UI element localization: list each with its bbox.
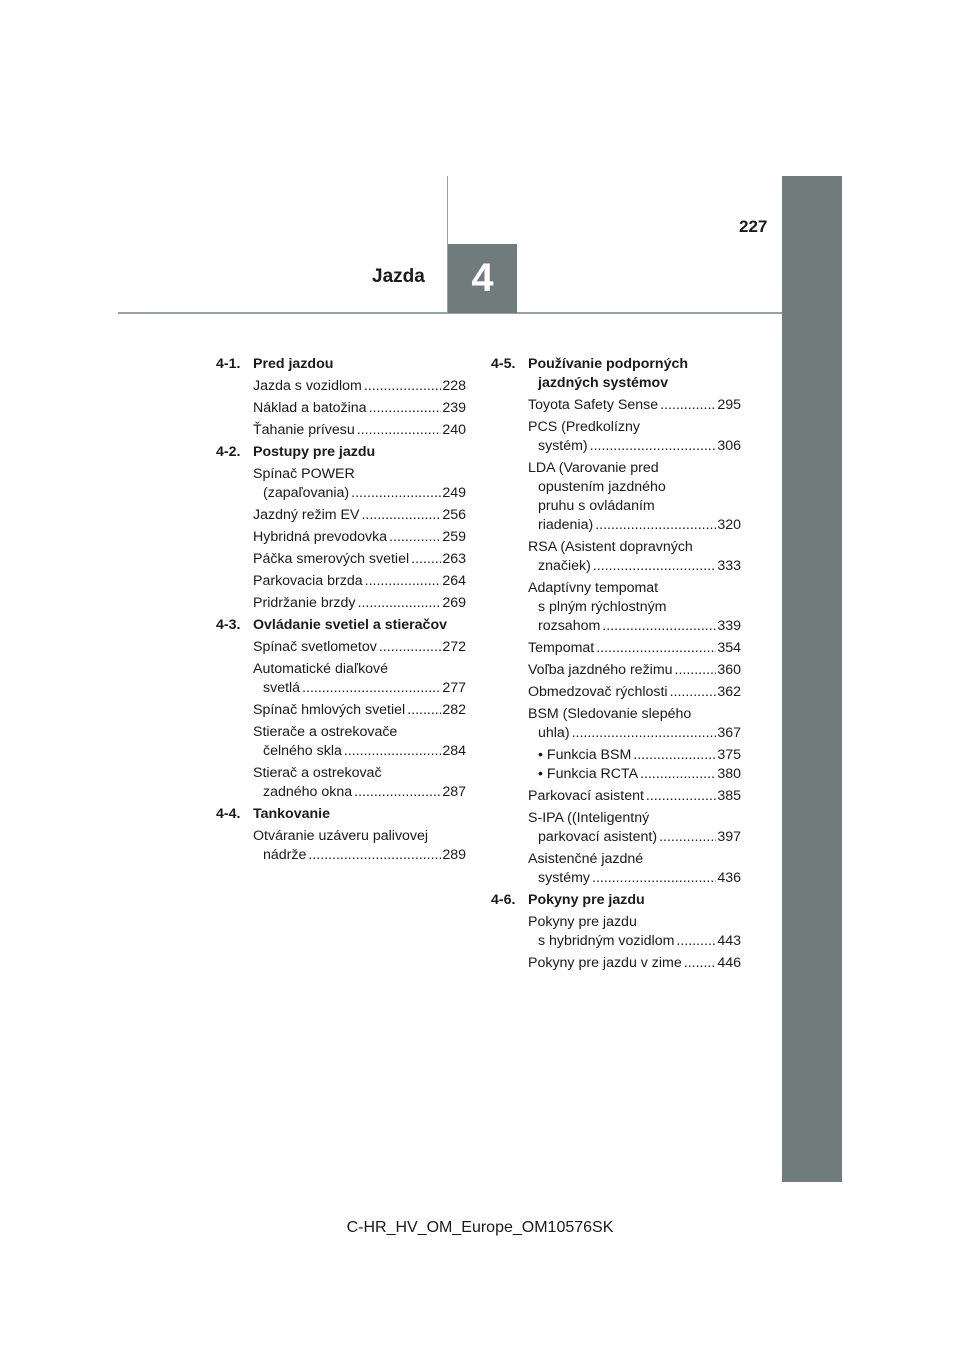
toc-entry-title: • Funkcia RCTA .....: [538, 765, 716, 784]
toc-entry-page: 385: [717, 788, 741, 804]
toc-entry: [253, 550, 466, 569]
toc-entry-page: 354: [717, 640, 741, 656]
toc-entry-title: Asistenčné jazdné systémy .....: [528, 850, 716, 888]
toc-entry-page: 240: [442, 422, 466, 438]
toc-entry-title: RSA (Asistent dopravných značiek) .....: [528, 538, 716, 576]
toc-entry-title: Hybridná prevodovka .....: [253, 528, 441, 547]
toc-entry-page: 367: [717, 725, 741, 741]
toc-entry: [528, 787, 741, 806]
toc-entry: [528, 954, 741, 973]
toc-entry-page: 287: [442, 784, 466, 800]
toc-entry-page: 228: [442, 378, 466, 394]
toc-entry: [528, 809, 741, 847]
toc-entry: [528, 538, 741, 576]
chapter-number-box: [448, 244, 517, 313]
toc-entry-page: 249: [442, 485, 466, 501]
toc-entry: [253, 506, 466, 525]
toc-entry: [253, 421, 466, 440]
toc-entry-title: Pokyny pre jazdu v zime .....: [528, 954, 716, 973]
toc-entry-title: Spínač hmlových svetiel .....: [253, 701, 441, 720]
toc-entry-title: Stierače a ostrekovače čelného skla .....: [253, 723, 441, 761]
toc-entry-title: S-IPA ((Inteligentný parkovací asistent) .....: [528, 809, 716, 847]
toc-entry-title: Spínač svetlometov .....: [253, 638, 441, 657]
toc-section: [491, 355, 741, 888]
toc-subentry: [538, 746, 741, 765]
toc-column-left: [216, 355, 466, 868]
toc-entry-page: 443: [717, 933, 741, 949]
toc-section-heading: [216, 616, 466, 635]
toc-entry: [253, 660, 466, 698]
toc-entry-page: 320: [717, 517, 741, 533]
toc-entry-page: 446: [717, 955, 741, 971]
toc-entry: [253, 399, 466, 418]
toc-section-number: 4-6.: [491, 892, 516, 908]
toc-entry-page: 277: [442, 680, 466, 696]
toc-entry-title: Toyota Safety Sense .....: [528, 396, 716, 415]
chapter-title: Jazda: [372, 266, 425, 287]
document-code: C-HR_HV_OM_Europe_OM10576SK: [346, 1219, 614, 1236]
toc-entry: [528, 418, 741, 456]
chapter-side-tab: [782, 176, 842, 1182]
toc-section: [216, 805, 466, 865]
toc-entry-page: 360: [717, 662, 741, 678]
toc-entry: [253, 701, 466, 720]
toc-entry-page: 256: [442, 507, 466, 523]
toc-entry: [253, 638, 466, 657]
toc-entry: [528, 705, 741, 743]
toc-section-number: 4-3.: [216, 617, 241, 633]
toc-entry-title: Spínač POWER (zapaľovania) .....: [253, 465, 441, 503]
toc-section-title: Ovládanie svetiel a stieračov: [253, 617, 448, 633]
toc-entry-title: Jazda s vozidlom .....: [253, 377, 441, 396]
toc-entry-title: PCS (Predkolízny systém) .....: [528, 418, 716, 456]
toc-section-number: 4-2.: [216, 444, 241, 460]
toc-entry-page: 263: [442, 551, 466, 567]
toc-entry-page: 362: [717, 684, 741, 700]
toc-section-heading: [491, 891, 741, 910]
toc-entry-page: 295: [717, 397, 741, 413]
toc-entry: [528, 661, 741, 680]
toc-section: [216, 616, 466, 802]
toc-entry: [528, 683, 741, 702]
toc-section-title: Tankovanie: [253, 806, 331, 822]
toc-entry-page: 375: [717, 747, 741, 763]
toc-entry: [253, 827, 466, 865]
toc-section-title: Pred jazdou: [253, 356, 334, 372]
toc-entry-title: Tempomat .....: [528, 639, 716, 658]
toc-entry-title: Parkovací asistent .....: [528, 787, 716, 806]
toc-entry: [253, 723, 466, 761]
toc-entry-title: Stierač a ostrekovač zadného okna .....: [253, 764, 441, 802]
toc-section-title: Pokyny pre jazdu: [528, 892, 645, 908]
toc-section: [491, 891, 741, 973]
toc-entry-title: Voľba jazdného režimu .....: [528, 661, 716, 680]
toc-entry-page: 436: [717, 870, 741, 886]
toc-entry: [253, 377, 466, 396]
toc-entry-title: Pridržanie brzdy .....: [253, 594, 441, 613]
toc-entry: [528, 850, 741, 888]
toc-entry-title: Otváranie uzáveru palivovej nádrže .....: [253, 827, 441, 865]
toc-entry-title: Obmedzovač rýchlosti .....: [528, 683, 716, 702]
toc-entry-page: 272: [442, 639, 466, 655]
toc-entry-page: 264: [442, 573, 466, 589]
toc-section-heading: [216, 443, 466, 462]
toc-entry-title: • Funkcia BSM .....: [538, 746, 716, 765]
toc-entry-title: Parkovacia brzda .....: [253, 572, 441, 591]
toc-entry: [528, 579, 741, 636]
toc-entry-title: BSM (Sledovanie slepého uhla) .....: [528, 705, 716, 743]
toc-entry-page: 333: [717, 558, 741, 574]
toc-entry: [253, 764, 466, 802]
toc-entry-page: 306: [717, 438, 741, 454]
toc-entry: [528, 639, 741, 658]
toc-entry: [253, 594, 466, 613]
toc-entry-title: Páčka smerových svetiel .....: [253, 550, 441, 569]
toc-entry: [253, 465, 466, 503]
toc-section: [216, 443, 466, 613]
toc-entry: [253, 572, 466, 591]
toc-section-number: 4-1.: [216, 356, 241, 372]
toc-entry-page: 282: [442, 702, 466, 718]
toc-entry-title: Náklad a batožina .....: [253, 399, 441, 418]
toc-section-title: Používanie podporných jazdných systémov: [528, 356, 689, 391]
toc-entry: [528, 913, 741, 951]
toc-column-right: [491, 355, 741, 976]
toc-entry: [528, 459, 741, 535]
toc-entry-page: 269: [442, 595, 466, 611]
toc-entry-title: Automatické diaľkové svetlá .....: [253, 660, 441, 698]
toc-section-number: 4-4.: [216, 806, 241, 822]
toc-entry-page: 339: [717, 618, 741, 634]
toc-section-heading: [216, 355, 466, 374]
toc-entry-title: Adaptívny tempomat s plným rýchlostným rozsahom .....: [528, 579, 716, 636]
toc-entry-page: 380: [717, 766, 741, 782]
toc-entry-title: Ťahanie prívesu .....: [253, 421, 441, 440]
toc-entry-page: 284: [442, 743, 466, 759]
toc-entry-page: 239: [442, 400, 466, 416]
toc-section-heading: [216, 805, 466, 824]
toc-section-heading: [491, 355, 741, 393]
toc-entry-title: LDA (Varovanie pred opustením jazdného pruhu s ovládaním riadenia) .....: [528, 459, 716, 535]
toc-entry-page: 259: [442, 529, 466, 545]
toc-subentry: [538, 765, 741, 784]
toc-section-number: 4-5.: [491, 356, 516, 372]
toc-entry-page: 289: [442, 847, 466, 863]
toc-entry-page: 397: [717, 829, 741, 845]
page-number: 227: [739, 217, 768, 236]
chapter-number: 4: [471, 256, 494, 300]
toc-section-title: Postupy pre jazdu: [253, 444, 376, 460]
toc-entry-title: Pokyny pre jazdu s hybridným vozidlom .....: [528, 913, 716, 951]
toc-entry: [528, 396, 741, 415]
toc-section: [216, 355, 466, 440]
toc-entry: [253, 528, 466, 547]
toc-entry-title: Jazdný režim EV .....: [253, 506, 441, 525]
